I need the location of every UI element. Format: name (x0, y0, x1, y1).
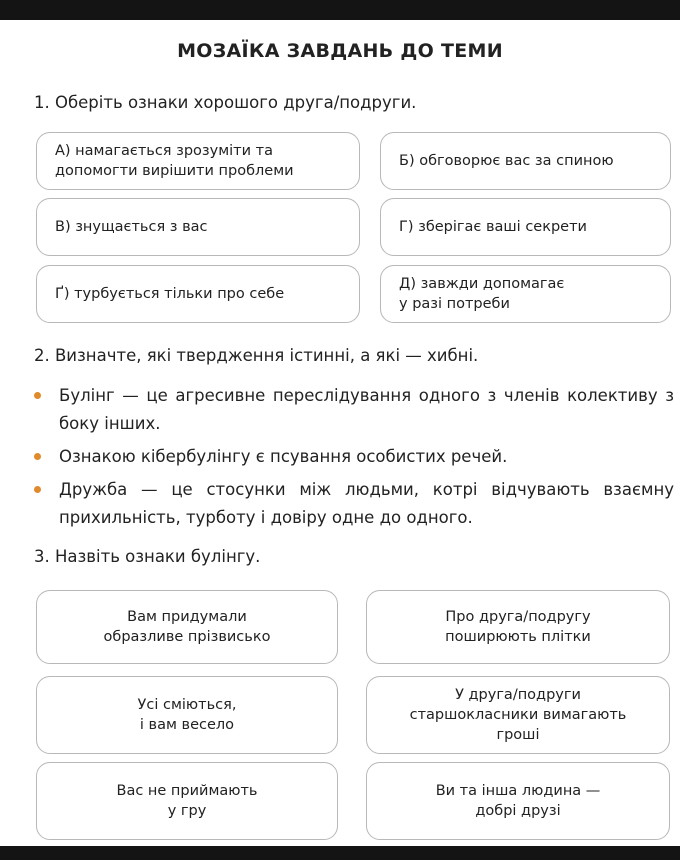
q3-option-4-label: У друга/подруги старшокласники вимагають гроші (409, 687, 627, 743)
q3-option-5-label: Вас не приймають у гру (116, 783, 258, 819)
q3-option-5[interactable] (36, 762, 338, 840)
q1-option-a[interactable] (36, 132, 360, 190)
q1-option-b-label: Б) обговорює вас за спиною (399, 153, 614, 169)
statement-2 (34, 443, 674, 471)
q3-option-3-label: Усі сміються, і вам весело (137, 697, 237, 733)
q1-option-v[interactable] (36, 198, 360, 256)
q1-option-gh-label: Ґ) турбується тільки про себе (55, 286, 285, 302)
top-frame-bar (0, 0, 680, 20)
statement-3-text: Дружба — це стосунки між людьми, котрі відчувають взаємну прихильність, турботу і довіру одне до одного. (59, 480, 674, 527)
page-title: МОЗАЇКА ЗАВДАНЬ ДО ТЕМИ (177, 40, 503, 62)
q3-option-3[interactable] (36, 676, 338, 754)
q3-option-2[interactable] (366, 590, 670, 664)
q1-option-a-label: А) намагається зрозуміти та допомогти вирішити проблеми (55, 143, 294, 179)
statement-3 (34, 476, 674, 532)
q1-option-g-label: Г) зберігає ваші секрети (399, 219, 587, 235)
statement-1-text: Булінг — це агресивне переслідування одного з членів колективу з боку інших. (59, 386, 674, 433)
question-1-heading: 1. Оберіть ознаки хорошого друга/подруги. (34, 93, 417, 112)
q3-option-1[interactable] (36, 590, 338, 664)
q3-option-6-label: Ви та інша людина — добрі друзі (435, 783, 601, 819)
statement-2-text: Ознакою кібербулінгу є псування особистих речей. (59, 447, 508, 466)
q1-option-d[interactable] (380, 265, 671, 323)
bullet-dot-icon (34, 453, 41, 460)
q3-option-4[interactable] (366, 676, 670, 754)
question-2-heading: 2. Визначте, які твердження істинні, а які — хибні. (34, 346, 479, 365)
question-3-heading: 3. Назвіть ознаки булінгу. (34, 547, 261, 566)
q1-option-gh[interactable] (36, 265, 360, 323)
q3-option-2-label: Про друга/подругу поширюють плітки (445, 609, 591, 645)
bullet-dot-icon (34, 392, 41, 399)
q1-option-b[interactable] (380, 132, 671, 190)
q3-option-6[interactable] (366, 762, 670, 840)
bullet-dot-icon (34, 486, 41, 493)
q1-option-g[interactable] (380, 198, 671, 256)
statement-1 (34, 382, 674, 438)
q1-option-d-label: Д) завжди допомагає у разі потреби (399, 276, 565, 312)
q1-option-v-label: В) знущається з вас (55, 219, 208, 235)
worksheet-page (0, 20, 680, 846)
bottom-frame-bar (0, 846, 680, 860)
q3-option-1-label: Вам придумали образливе прізвисько (103, 609, 271, 645)
